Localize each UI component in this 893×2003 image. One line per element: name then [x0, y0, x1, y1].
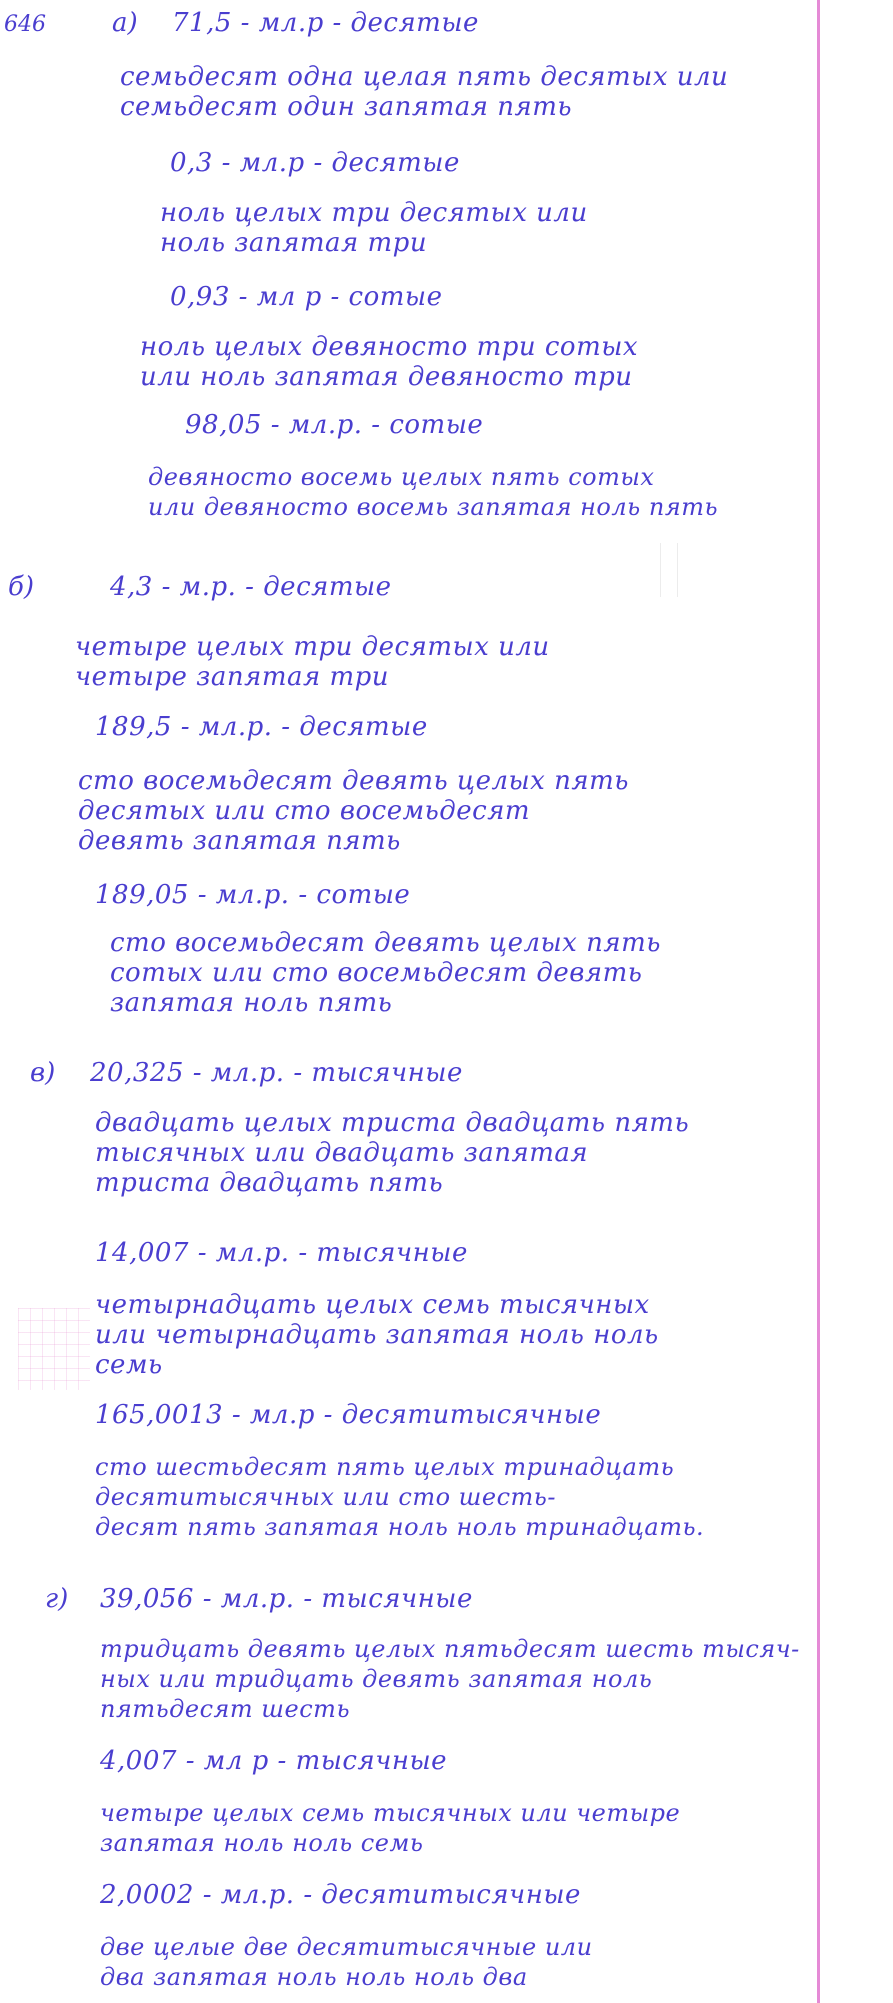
number-line: 0,93 - мл р - сотые [170, 282, 443, 312]
section-label-a: а) [112, 8, 138, 38]
words-line: четыре запятая три [75, 662, 390, 692]
number-line: 14,007 - мл.р. - тысячные [95, 1238, 468, 1268]
background-mark [660, 543, 678, 597]
words-line: ных или тридцать девять запятая ноль [100, 1665, 653, 1693]
task-number: 646 [4, 12, 46, 37]
background-grid-fragment [18, 1308, 90, 1390]
words-line: семьдесят один запятая пять [120, 92, 573, 122]
words-line: сотых или сто восемьдесят девять [110, 958, 643, 988]
words-line: триста двадцать пять [95, 1168, 444, 1198]
words-line: четыре целых семь тысячных или четыре [100, 1799, 681, 1827]
words-line: сто шестьдесят пять целых тринадцать [95, 1453, 675, 1481]
words-line: или четырнадцать запятая ноль ноль [95, 1320, 659, 1350]
number-line: 0,3 - мл.р - десятые [170, 148, 460, 178]
number-line: 2,0002 - мл.р. - десятитысячные [100, 1880, 581, 1910]
words-line: ноль целых три десятых или [160, 198, 588, 228]
words-line: сто восемьдесят девять целых пять [78, 766, 629, 796]
words-line: запятая ноль пять [110, 988, 393, 1018]
section-label-b: б) [8, 572, 35, 602]
words-line: ноль запятая три [160, 228, 428, 258]
number-line: 4,3 - м.р. - десятые [110, 572, 392, 602]
words-line: семьдесят одна целая пять десятых или [120, 62, 729, 92]
words-line: тысячных или двадцать запятая [95, 1138, 589, 1168]
number-line: 189,05 - мл.р. - сотые [95, 880, 411, 910]
number-line: 189,5 - мл.р. - десятые [95, 712, 428, 742]
number-line: 71,5 - мл.р - десятые [172, 8, 479, 38]
number-line: 39,056 - мл.р. - тысячные [100, 1584, 473, 1614]
number-line: 165,0013 - мл.р - десятитысячные [95, 1400, 602, 1430]
words-line: две целые две десятитысячные или [100, 1933, 593, 1961]
words-line: девяносто восемь целых пять сотых [148, 463, 655, 491]
words-line: тридцать девять целых пятьдесят шесть тысяч- [100, 1635, 800, 1663]
section-label-g: г) [45, 1584, 69, 1614]
notebook-margin-line [817, 0, 820, 2003]
words-line: десят пять запятая ноль ноль тринадцать. [95, 1513, 705, 1541]
words-line: или ноль запятая девяносто три [140, 362, 633, 392]
section-label-v: в) [30, 1058, 56, 1088]
words-line: десятых или сто восемьдесят [78, 796, 531, 826]
words-line: запятая ноль ноль семь [100, 1829, 424, 1857]
words-line: девять запятая пять [78, 826, 401, 856]
words-line: семь [95, 1350, 163, 1380]
words-line: двадцать целых триста двадцать пять [95, 1108, 690, 1138]
number-line: 20,325 - мл.р. - тысячные [90, 1058, 463, 1088]
words-line: два запятая ноль ноль ноль два [100, 1963, 528, 1991]
words-line: ноль целых девяносто три сотых [140, 332, 639, 362]
words-line: или девяносто восемь запятая ноль пять [148, 493, 719, 521]
words-line: четырнадцать целых семь тысячных [95, 1290, 650, 1320]
words-line: четыре целых три десятых или [75, 632, 550, 662]
number-line: 98,05 - мл.р. - сотые [185, 410, 484, 440]
words-line: десятитысячных или сто шесть- [95, 1483, 556, 1511]
number-line: 4,007 - мл р - тысячные [100, 1746, 448, 1776]
words-line: сто восемьдесят девять целых пять [110, 928, 661, 958]
words-line: пятьдесят шесть [100, 1695, 351, 1723]
